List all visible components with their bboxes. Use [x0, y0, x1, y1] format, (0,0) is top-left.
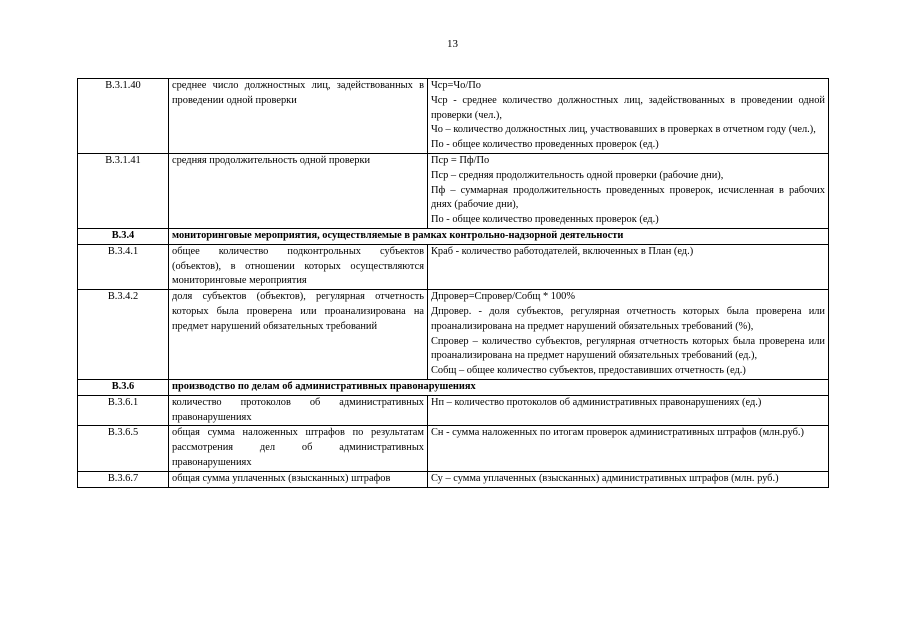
table-row: [78, 426, 829, 471]
indicator-code: В.3.1.41: [78, 153, 169, 228]
indicator-code: В.3.4.2: [78, 290, 169, 380]
indicator-formula: [428, 395, 829, 426]
formula-line: Сн - сумма наложенных по итогам проверок административных штрафов (млн.руб.): [431, 427, 804, 439]
formula-line: Нп – количество протоколов об административных правонарушениях (ед.): [431, 396, 762, 408]
indicator-formula: [428, 153, 829, 228]
formula-line: Пср – средняя продолжительность одной проверки (рабочие дни),: [431, 169, 724, 181]
formula-line: По - общее количество проведенных проверок (ед.): [431, 214, 659, 226]
formula-line: Чср - среднее количество должностных лиц, задействованных в проведении одной проверки (чел.),: [431, 94, 825, 121]
table-row: [78, 395, 829, 426]
indicator-formula: [428, 471, 829, 487]
formula-line: Чср=Чо/По: [431, 80, 481, 91]
table-row: [78, 153, 829, 228]
formula-line: Дпровер. - доля субъектов, регулярная отчетность которых была проверена или проанализирована на предмет нарушений обязательных требований (%),: [431, 305, 825, 332]
table-row: [78, 471, 829, 487]
section-row: [78, 228, 829, 244]
section-row: [78, 379, 829, 395]
section-code: В.3.6: [78, 379, 169, 395]
table-row: [78, 244, 829, 289]
indicator-formula: [428, 79, 829, 154]
indicator-formula: [428, 244, 829, 289]
indicator-formula: [428, 290, 829, 380]
indicator-code: В.3.6.5: [78, 426, 169, 471]
indicator-name: количество протоколов об административных правонарушениях: [169, 395, 428, 426]
indicator-code: В.3.1.40: [78, 79, 169, 154]
formula-line: Су – сумма уплаченных (взысканных) административных штрафов (млн. руб.): [431, 472, 779, 484]
formula-line: Собщ – общее количество субъектов, предоставивших отчетность (ед.): [431, 365, 746, 377]
section-title: мониторинговые мероприятия, осуществляемые в рамках контрольно-надзорной деятельности: [169, 228, 829, 244]
indicator-formula: [428, 426, 829, 471]
indicators-table: [77, 78, 829, 488]
indicator-name: доля субъектов (объектов), регулярная отчетность которых была проверена или проанализирована на предмет нарушений обязательных требований: [169, 290, 428, 380]
indicator-code: В.3.4.1: [78, 244, 169, 289]
table-row: [78, 290, 829, 380]
formula-line: Спровер – количество субъектов, регулярная отчетность которых была проверена или проанализирована на предмет нарушений обязательных требований (ед.),: [431, 335, 825, 362]
formula-line: Краб - количество работодателей, включенных в План (ед.): [431, 245, 694, 257]
indicator-code: В.3.6.7: [78, 471, 169, 487]
indicator-name: общая сумма уплаченных (взысканных) штрафов: [169, 471, 428, 487]
formula-line: Пср = Пф/По: [431, 154, 490, 166]
table-row: [78, 79, 829, 154]
page-number: 13: [447, 38, 458, 50]
formula-line: Дпровер=Спровер/Собщ * 100%: [431, 291, 576, 303]
indicator-code: В.3.6.1: [78, 395, 169, 426]
indicator-name: средняя продолжительность одной проверки: [169, 153, 428, 228]
section-code: В.3.4: [78, 228, 169, 244]
formula-line: Пф – суммарная продолжительность проведенных проверок, исчисленная в рабочих днях (рабочие дни),: [431, 184, 825, 211]
indicator-name: среднее число должностных лиц, задействованных в проведении одной проверки: [169, 79, 428, 154]
formula-line: По - общее количество проведенных проверок (ед.): [431, 139, 659, 151]
indicator-name: общее количество подконтрольных субъектов (объектов), в отношении которых осуществляются мониторинговые мероприятия: [169, 244, 428, 289]
section-title: производство по делам об административных правонарушениях: [169, 379, 829, 395]
formula-line: Чо – количество должностных лиц, участвовавших в проверках в отчетном году (чел.),: [431, 124, 816, 136]
indicator-name: общая сумма наложенных штрафов по результатам рассмотрения дел об административных правонарушениях: [169, 426, 428, 471]
